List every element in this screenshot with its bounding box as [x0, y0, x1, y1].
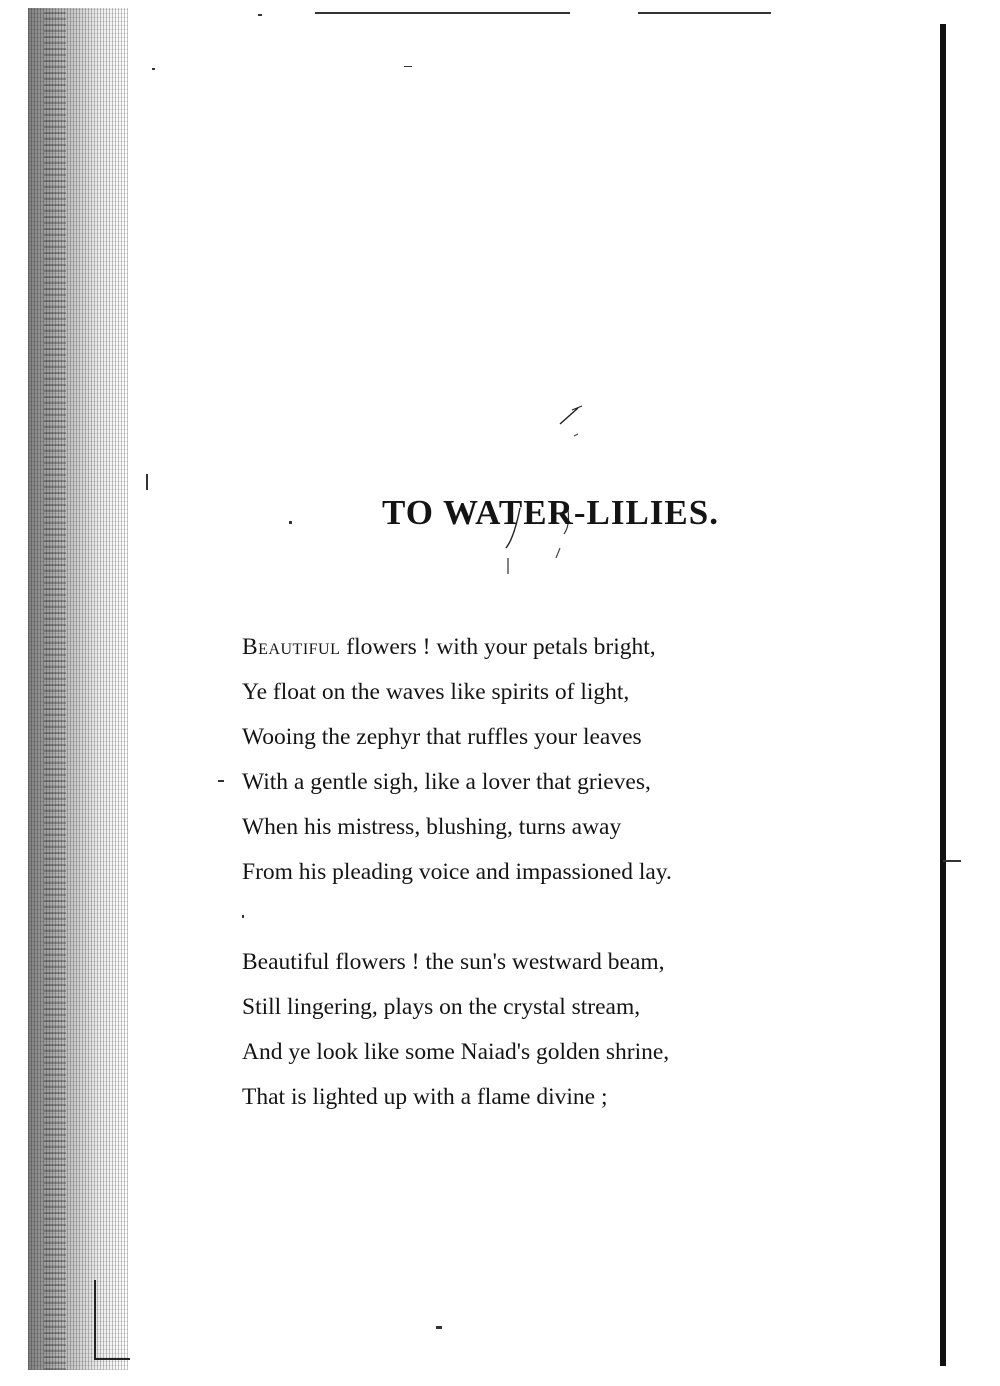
verse-line: [242, 625, 842, 670]
verse-line: That is lighted up with a flame divine ;: [242, 1084, 608, 1110]
verse-line: And ye look like some Naiad's golden shrine,: [242, 1039, 670, 1065]
stanza: [242, 625, 842, 895]
verse-line: With a gentle sigh, like a lover that grieves,: [242, 769, 651, 795]
verse-line: Wooing the zephyr that ruffles your leaves: [242, 724, 642, 750]
ink-speck: [404, 66, 412, 67]
scanned-page-edge-left: [28, 8, 128, 1370]
verse-line: Ye float on the waves like spirits of light,: [242, 679, 630, 705]
pen-scribble-mark: [490, 398, 610, 578]
verse-line: Still lingering, plays on the crystal stream,: [242, 994, 641, 1020]
verse-line: From his pleading voice and impassioned lay.: [242, 859, 672, 885]
verse-line: When his mistress, blushing, turns away: [242, 814, 622, 840]
scanned-page-edge-shadow: [44, 8, 66, 1370]
verse-line: Beautiful flowers ! the sun's westward beam,: [242, 949, 665, 975]
book-spine-edge: [940, 24, 946, 1366]
ink-speck: [258, 14, 262, 16]
poem-body: [242, 625, 842, 1120]
ink-speck: [218, 780, 224, 782]
ink-speck: [152, 68, 155, 70]
ink-speck: [289, 521, 292, 524]
poem-title: TO WATER-LILIES.: [382, 493, 719, 533]
ink-speck: [943, 860, 961, 862]
opening-word: Beautiful: [242, 634, 341, 660]
verse-line-text: flowers ! with your petals bright,: [340, 634, 656, 660]
top-rule-left: [315, 12, 570, 14]
top-rule-right: [638, 12, 771, 14]
stanza: [242, 940, 842, 1120]
page-corner-mark: [94, 1280, 130, 1360]
ink-speck: [146, 474, 148, 490]
ink-speck: [436, 1326, 442, 1329]
